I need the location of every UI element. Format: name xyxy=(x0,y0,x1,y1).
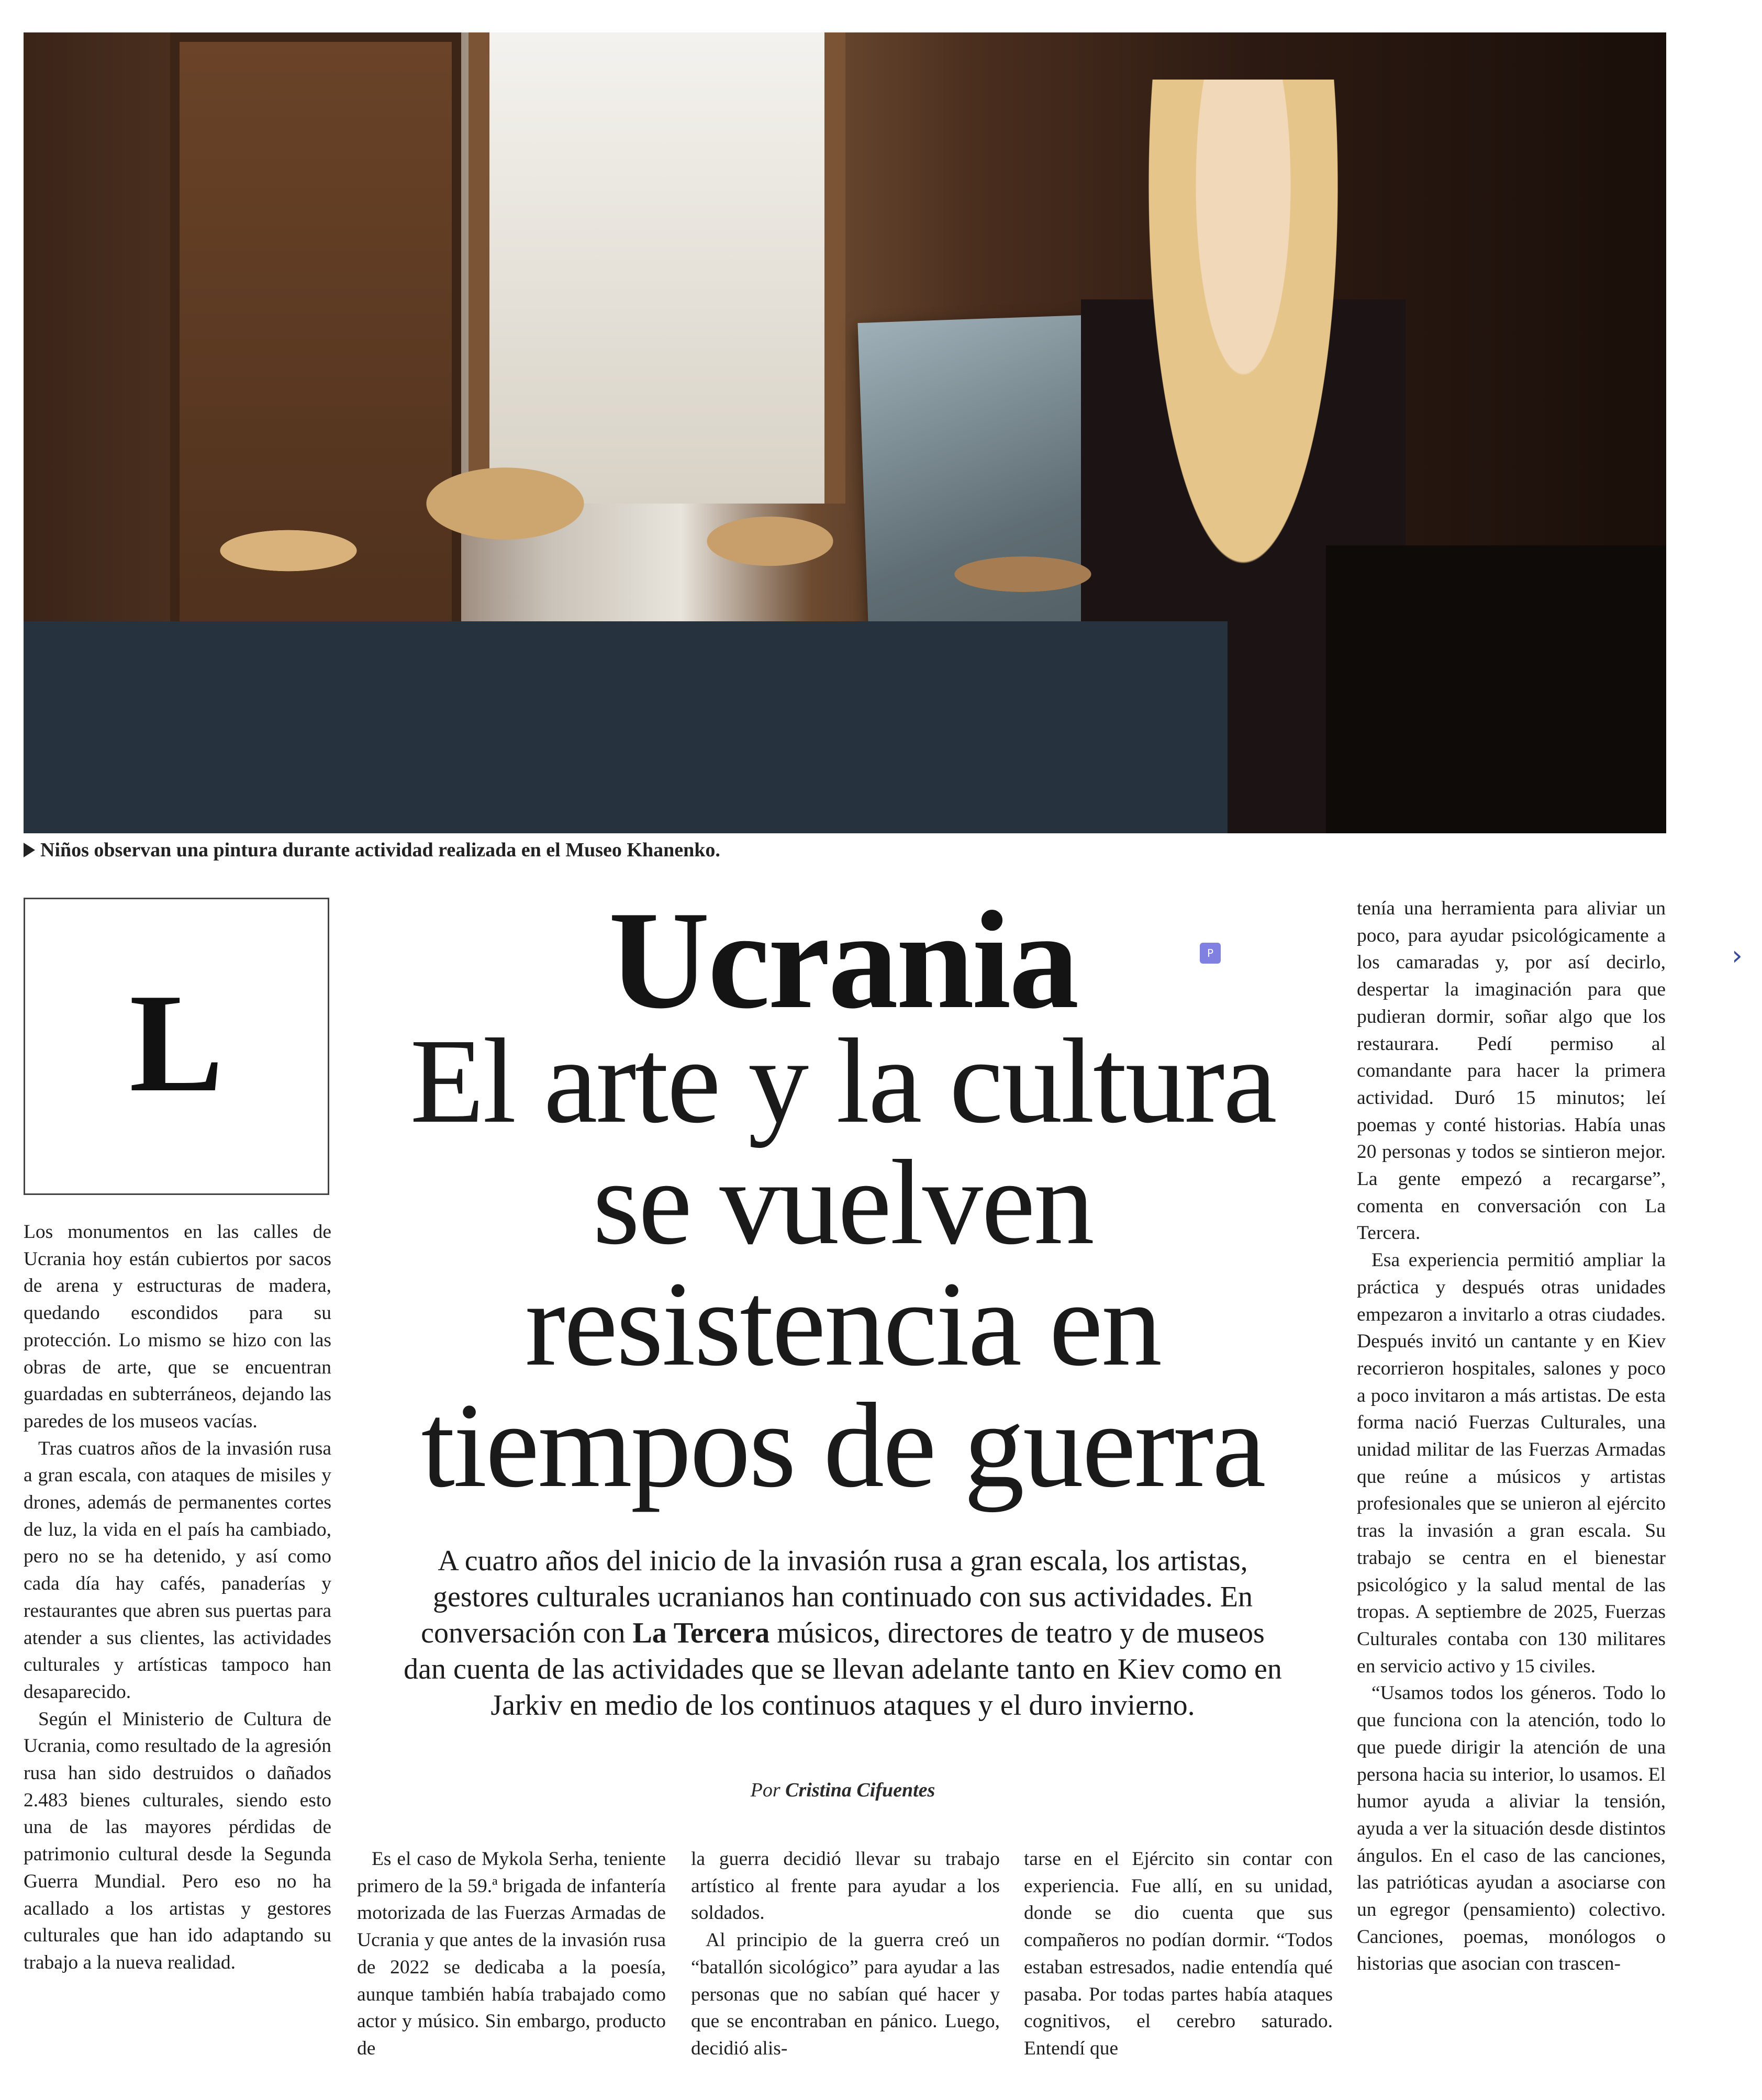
dek xyxy=(398,1543,1288,1724)
paragraph: la guerra decidió llevar su trabajo artístico al frente para ayudar a los soldados. xyxy=(691,1848,1000,1924)
byline xyxy=(356,1779,1330,1802)
caption-triangle-icon xyxy=(24,843,35,857)
body-column-2 xyxy=(691,1846,1000,2062)
kicker: Ucrania xyxy=(608,882,1077,1037)
paragraph: Al principio de la guerra creó un “batallón sicológico” para ayudar a las personas que no sabían qué hacer y que se encontraban en pánico. Luego, decidió alis- xyxy=(691,1929,1000,2059)
article-photo xyxy=(24,32,1666,833)
body-column-left xyxy=(24,1219,331,1976)
paragraph: Según el Ministerio de Cultura de Ucrania, como resultado de la agresión rusa han sido destruidos o dañados 2.483 bienes culturales, siendo esto una de las mayores pérdidas de patrimonio cultural desde la Segunda Guerra Mundial. Pero eso no ha acallado a los artistas y gestores culturales que han ido adaptando su trabajo a la nueva realidad. xyxy=(24,1708,331,1973)
headline-line: tiempos de guerra xyxy=(421,1378,1265,1513)
paragraph: tenía una herramienta para aliviar un poco, para ayudar psicológicamente a los camaradas y, por así decirlo, despertar la imaginación para que pudieran dormir, soñar algo que los restaurara. Pedí permiso al comandante para hacer la primera actividad. Duró 15 minutos; leí poemas y conté historias. Había unas 20 personas y todos se sintieron mejor. La gente empezó a recargarse”, comenta en conversación con La Tercera. xyxy=(1357,898,1666,1244)
section-logo-letter: L xyxy=(129,965,224,1121)
dek-text: músicos, directores de teatro y de museos dan cuenta de las actividades que se llevan adelante tanto en Kiev como en Jarkiv en medio de los continuos ataques y el duro invierno. xyxy=(404,1617,1282,1722)
paragraph: Esa experiencia permitió ampliar la práctica y después otras unidades empezaron a invitarlo a otras ciudades. Después invitó un cantante y en Kiev recorrieron hospitales, salones y poco a poco invitaron a más artistas. De esta forma nació Fuerzas Culturales, una unidad militar de las Fuerzas Armadas que reúne a músicos y artistas profesionales que se unieron al ejército tras la invasión a gran escala. Su trabajo se centra en el bienestar psicológico y la salud mental de las tropas. A septiembre de 2025, Fuerzas Culturales contaba con 130 militares en servicio activo y 15 civiles. xyxy=(1357,1249,1666,1677)
body-column-1 xyxy=(357,1846,666,2062)
paragraph: Es el caso de Mykola Serha, teniente primero de la 59.ª brigada de infantería motorizada de las Fuerzas Armadas de Ucrania y que antes de la invasión rusa de 2022 se dedicaba a la poesía, aunque también había trabajado como actor y músico. Sin embargo, producto de xyxy=(357,1848,666,2059)
paragraph: Tras cuatros años de la invasión rusa a gran escala, con ataques de misiles y drones, además de permanentes cortes de luz, la vida en el país ha cambiado, pero no se ha detenido, y así como cada día hay cafés, panaderías y restaurantes que abren sus puertas para atender a sus clientes, las actividades culturales y artísticas tampoco han desaparecido. xyxy=(24,1437,331,1703)
section-logo-box xyxy=(24,898,329,1195)
dek-publication: La Tercera xyxy=(632,1617,770,1649)
byline-prefix: Por xyxy=(750,1779,780,1801)
body-column-3 xyxy=(1024,1846,1333,2062)
paragraph: Los monumentos en las calles de Ucrania hoy están cubiertos por sacos de arena y estructuras de madera, quedando escondidos para su protección. Lo mismo se hizo con las obras de arte, que se encuentran guardadas en subterráneos, dejando las paredes de los museos vacías. xyxy=(24,1221,331,1432)
photo-piano xyxy=(1326,545,1666,833)
headline-line: El arte y la cultura xyxy=(410,1014,1276,1148)
photo-children xyxy=(24,362,1228,833)
headline-line: resistencia en xyxy=(525,1257,1161,1391)
dek-text: A cuatro años del inicio de la invasión rusa a gran escala, los artistas, gestores culturales ucranianos han continuado con sus actividades. En conversación con xyxy=(421,1545,1253,1649)
byline-author: Cristina Cifuentes xyxy=(785,1779,935,1801)
photo-caption xyxy=(24,839,1666,862)
paragraph: tarse en el Ejército sin contar con experiencia. Fue allí, en su unidad, donde se dio cuenta que sus compañeros no podían dormir. “Todos estaban estresados, nadie entendía qué pasaba. Por todas partes había ataques cognitivos, el cerebro saturado. Entendí que xyxy=(1024,1848,1333,2059)
annotation-marker-icon[interactable]: P xyxy=(1200,943,1221,964)
headline xyxy=(356,1014,1330,1513)
headline-line: se vuelven xyxy=(593,1135,1093,1270)
chevron-right-icon[interactable]: › xyxy=(1732,940,1743,971)
photo-caption-text: Niños observan una pintura durante actividad realizada en el Museo Khanenko. xyxy=(40,839,720,861)
body-column-right xyxy=(1357,895,1666,1978)
paragraph: “Usamos todos los géneros. Todo lo que funciona con la atención, todo lo que puede dirigir la atención de una persona hacia su interior, lo usamos. El humor ayuda a aliviar la tensión, ayuda a ver la situación desde distintos ángulos. En el caso de las canciones, las patrióticas ayudan a asociarse con un egregor (pensamiento) colectivo. Canciones, poemas, monólogos o historias que asocian con trascen- xyxy=(1357,1682,1666,1975)
